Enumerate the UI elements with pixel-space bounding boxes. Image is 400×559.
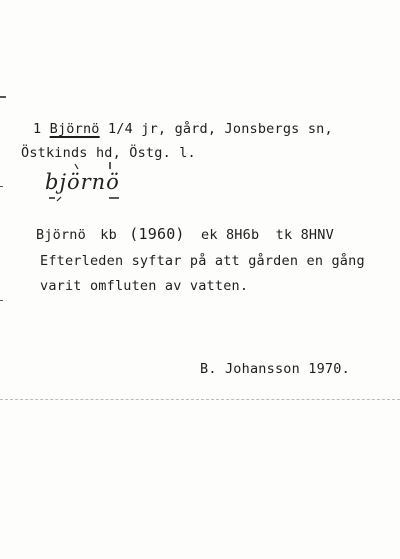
scan-artifact xyxy=(0,186,3,187)
explanation-line-2: varit omfluten av vatten. xyxy=(40,278,249,294)
scan-artifact xyxy=(0,300,3,301)
handwritten-pronunciation xyxy=(45,170,120,194)
entry-number: 1 xyxy=(33,121,50,137)
handwritten-text: björnö xyxy=(45,170,120,194)
entry-description: 1/4 jr, gård, Jonsbergs sn, xyxy=(99,121,333,137)
entry-line-1 xyxy=(33,121,333,137)
kb-label: kb xyxy=(100,227,117,243)
explanation-line-1: Efterleden syftar på att gården en gång xyxy=(40,253,365,269)
entry-line-2: Östkinds hd, Östg. l. xyxy=(21,145,196,161)
pronunciation-underline xyxy=(45,194,135,206)
place-name: Björnö xyxy=(49,121,100,137)
tk-reference: tk 8HNV xyxy=(275,227,334,243)
entry-line-3 xyxy=(36,225,334,243)
pronunciation-marks xyxy=(45,156,135,186)
place-name-repeat: Björnö xyxy=(36,227,86,243)
ek-reference: ek 8H6b xyxy=(201,227,260,243)
author-signature: B. Johansson 1970. xyxy=(200,361,350,377)
kb-year: (1960) xyxy=(129,225,185,243)
scan-artifact xyxy=(0,96,6,98)
card-edge-line xyxy=(0,399,400,400)
